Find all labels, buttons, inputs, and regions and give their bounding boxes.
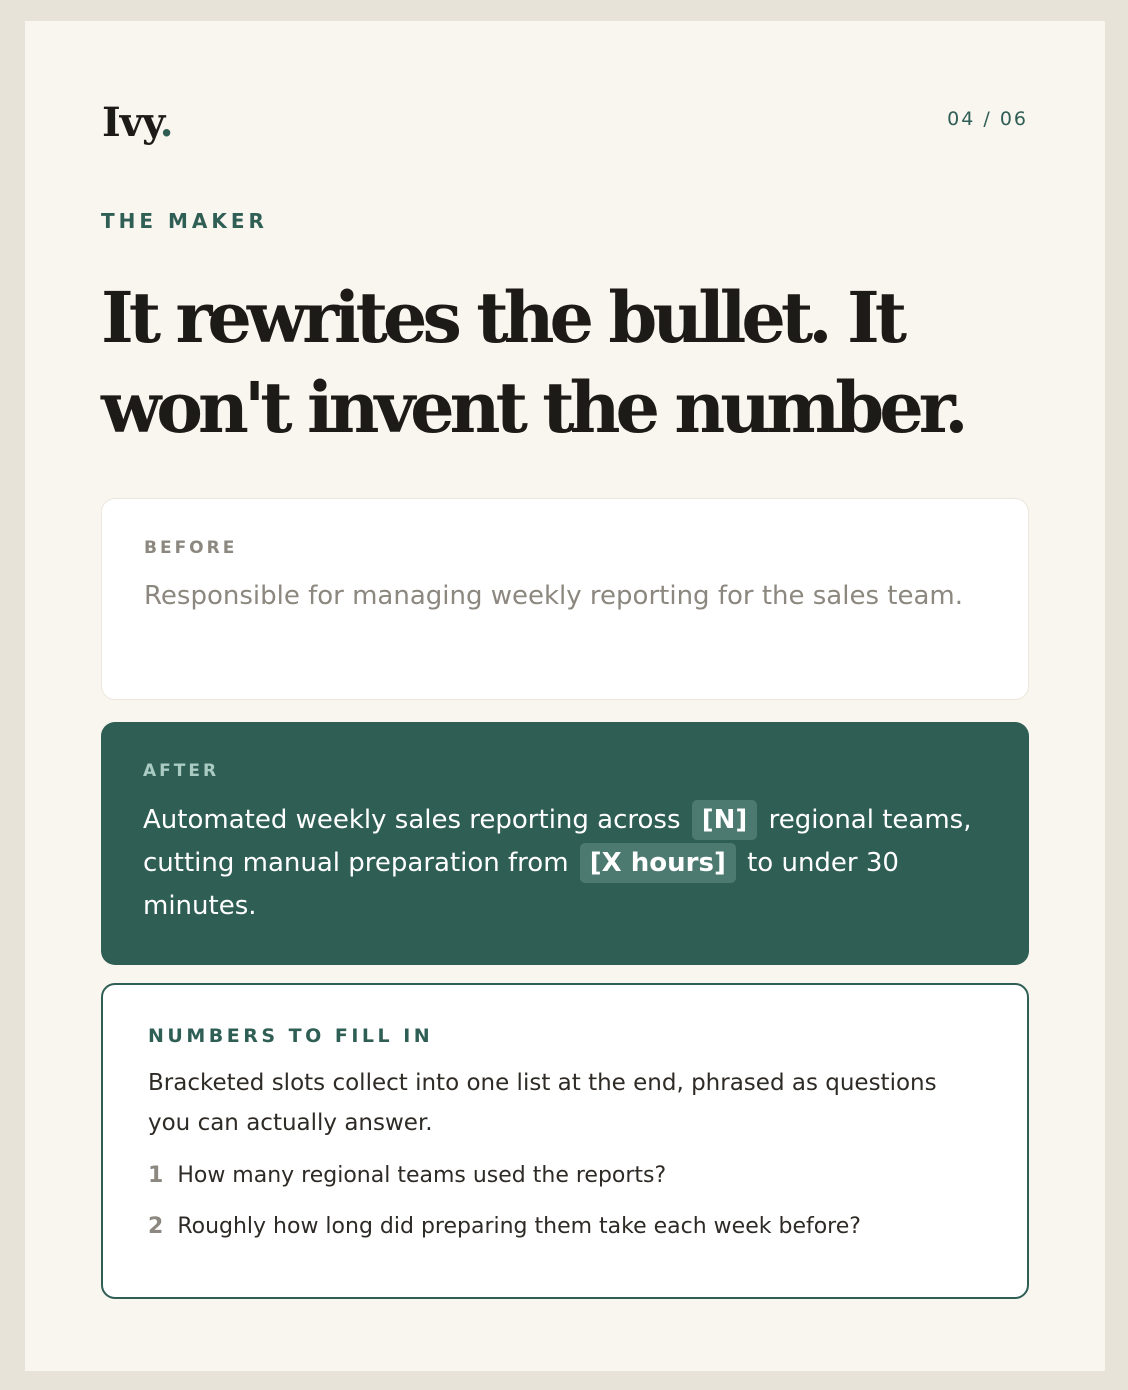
question-number: 2	[148, 1214, 164, 1239]
page-title: It rewrites the bullet. It won't invent the number.	[101, 276, 964, 449]
question-list	[148, 1161, 982, 1242]
after-text-part-3: to under 30 minutes.	[143, 848, 899, 921]
after-text-part-2: regional teams, cutting manual preparation from	[143, 805, 972, 878]
numbers-description: Bracketed slots collect into one list at the end, phrased as questions you can actually answer.	[148, 1070, 937, 1136]
question-text: How many regional teams used the reports?	[177, 1163, 667, 1188]
numbers-card	[101, 983, 1029, 1299]
slide-card	[25, 21, 1105, 1371]
before-text: Responsible for managing weekly reporting for the sales team.	[144, 581, 963, 611]
before-label: BEFORE	[144, 538, 238, 558]
after-text-part-1: Automated weekly sales reporting across	[143, 805, 681, 835]
placeholder-slot-hours: [X hours]	[580, 843, 736, 883]
placeholder-slot-n: [N]	[692, 800, 758, 840]
page-counter: 04 / 06	[947, 108, 1028, 130]
after-card	[101, 722, 1029, 965]
after-text	[143, 799, 987, 928]
after-label: AFTER	[143, 761, 220, 781]
brand-dot: .	[159, 99, 173, 146]
brand-name: Ivy	[102, 99, 160, 146]
numbers-label: NUMBERS TO FILL IN	[148, 1025, 434, 1047]
question-number: 1	[148, 1163, 164, 1188]
question-text: Roughly how long did preparing them take each week before?	[177, 1214, 861, 1239]
section-eyebrow: THE MAKER	[101, 209, 268, 233]
brand-logo	[102, 95, 173, 151]
question-item	[148, 1212, 982, 1242]
before-card	[101, 498, 1029, 700]
question-item	[148, 1161, 982, 1191]
